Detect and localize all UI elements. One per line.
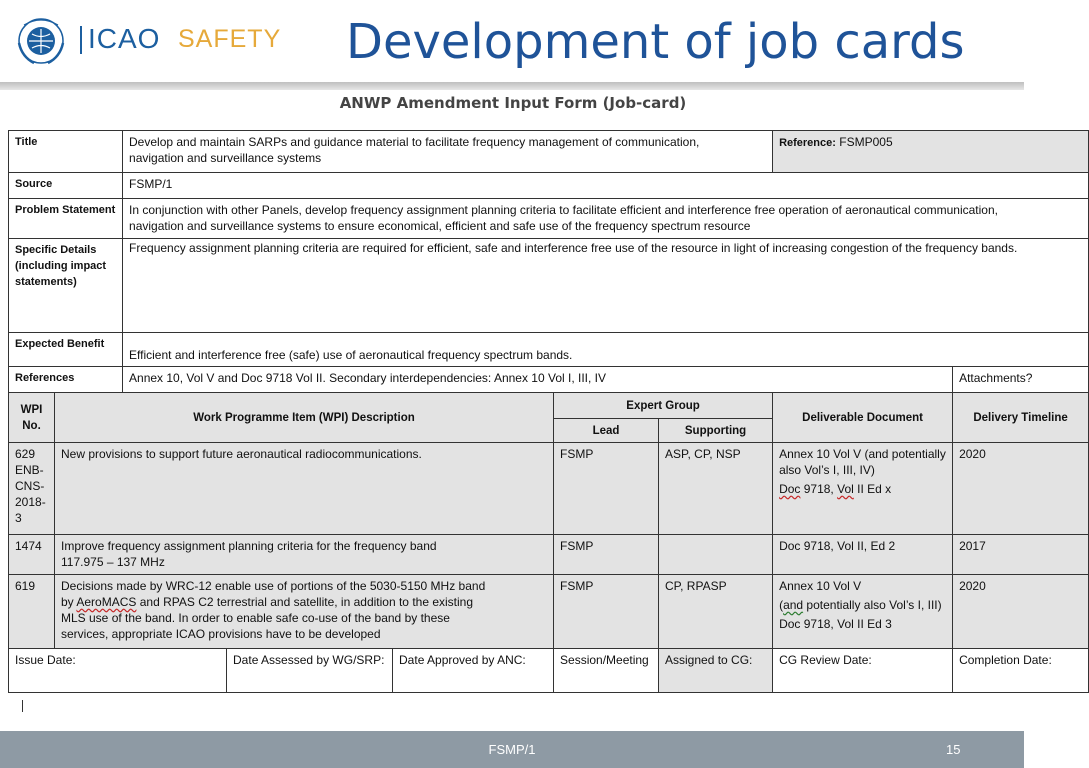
references-row bbox=[9, 367, 1089, 393]
deliverable-part: II Ed x bbox=[853, 482, 892, 496]
table-row bbox=[9, 575, 1089, 649]
wpi-no-header-line: No. bbox=[22, 419, 41, 432]
program-name: SAFETY bbox=[178, 25, 282, 53]
supporting-header: Supporting bbox=[659, 419, 773, 443]
benefit-label: Expected Benefit bbox=[9, 333, 123, 367]
page-title: Development of job cards bbox=[346, 14, 965, 70]
wpi-header-row bbox=[9, 393, 1089, 419]
deliverable-part: ( bbox=[779, 598, 784, 612]
lead-value: FSMP bbox=[554, 535, 659, 575]
reference-label: Reference: bbox=[779, 137, 836, 149]
timeline-header: Delivery Timeline bbox=[953, 393, 1089, 443]
problem-row bbox=[9, 199, 1089, 239]
date-assessed-label: Date Assessed by WG/SRP: bbox=[227, 649, 393, 693]
wpi-description-part: and RPAS C2 terrestrial and satellite, in addition to the existing bbox=[136, 595, 474, 609]
timeline-value: 2017 bbox=[953, 535, 1089, 575]
wpi-description-line: Improve frequency assignment planning criteria for the frequency band bbox=[61, 539, 437, 553]
reference-cell bbox=[773, 131, 1089, 173]
logo-divider bbox=[80, 26, 82, 54]
org-name: ICAO bbox=[88, 23, 161, 54]
source-row bbox=[9, 173, 1089, 199]
deliverable-line bbox=[779, 481, 946, 497]
deliverable-part: 9718, bbox=[800, 482, 838, 496]
wpi-number-line: 2018- bbox=[15, 495, 46, 509]
deliverable-line bbox=[779, 597, 946, 613]
deliverable-part: Vol bbox=[837, 482, 854, 496]
wpi-number: 1474 bbox=[9, 535, 55, 575]
wpi-number-line: 3 bbox=[15, 511, 22, 525]
specific-label-line: (including impact bbox=[15, 260, 107, 272]
benefit-row bbox=[9, 333, 1089, 367]
wpi-description-line: services, appropriate ICAO provisions have to be developed bbox=[61, 627, 381, 641]
specific-label-line: statements) bbox=[15, 276, 77, 288]
deliverable-line: also Vol’s I, III, IV) bbox=[779, 463, 875, 477]
supporting-value: CP, RPASP bbox=[659, 575, 773, 649]
header-divider bbox=[0, 82, 1024, 90]
timeline-value: 2020 bbox=[953, 443, 1089, 535]
issue-date-label: Issue Date: bbox=[9, 649, 227, 693]
specific-details-value: Frequency assignment planning criteria are required for efficient, safe and interference free use of the resource in light of increasing congestion of the frequency bands. bbox=[123, 239, 1089, 333]
timeline-value: 2020 bbox=[953, 575, 1089, 649]
dates-row bbox=[9, 649, 1089, 693]
lead-value: FSMP bbox=[554, 575, 659, 649]
table-row bbox=[9, 443, 1089, 535]
wpi-no-header-line: WPI bbox=[20, 403, 43, 416]
supporting-value: ASP, CP, NSP bbox=[659, 443, 773, 535]
form-heading-text: ANWP Amendment Input Form (Job-card) bbox=[339, 94, 687, 112]
slide-footer bbox=[0, 731, 1024, 768]
wpi-description bbox=[55, 575, 554, 649]
wpi-description: New provisions to support future aeronautical radiocommunications. bbox=[55, 443, 554, 535]
wpi-description-line: Decisions made by WRC-12 enable use of portions of the 5030-5150 MHz band bbox=[61, 579, 486, 593]
session-meeting-label: Session/Meeting bbox=[554, 649, 659, 693]
benefit-value: Efficient and interference free (safe) use of aeronautical frequency spectrum bands. bbox=[123, 333, 1089, 367]
deliverable-part: potentially also Vol’s I, III) bbox=[803, 598, 942, 612]
deliverable-value bbox=[773, 443, 953, 535]
specific-label-line: Specific Details bbox=[15, 244, 97, 256]
form-heading bbox=[0, 94, 1024, 112]
wpi-number bbox=[9, 443, 55, 535]
wpi-description bbox=[55, 535, 554, 575]
cg-review-label: CG Review Date: bbox=[773, 649, 953, 693]
lead-header: Lead bbox=[554, 419, 659, 443]
supporting-value bbox=[659, 535, 773, 575]
title-label: Title bbox=[9, 131, 123, 173]
wpi-number-line: 629 bbox=[15, 447, 36, 461]
source-label: Source bbox=[9, 173, 123, 199]
problem-value bbox=[123, 199, 1089, 239]
deliverable-line: Annex 10 Vol V (and potentially bbox=[779, 447, 946, 461]
title-row bbox=[9, 131, 1089, 173]
wpi-description-part: AeroMACS bbox=[76, 595, 137, 609]
assigned-cg-label: Assigned to CG: bbox=[659, 649, 773, 693]
footer-meeting: FSMP/1 bbox=[488, 742, 536, 757]
problem-value-line: navigation and surveillance systems to ensure economical, efficient and safe use of the frequency spectrum resource bbox=[129, 219, 751, 233]
problem-label: Problem Statement bbox=[9, 199, 123, 239]
source-value: FSMP/1 bbox=[123, 173, 1089, 199]
page-number: 15 bbox=[946, 742, 961, 757]
attachments-label: Attachments? bbox=[953, 367, 1089, 393]
specific-details-row bbox=[9, 239, 1089, 333]
references-label: References bbox=[9, 367, 123, 393]
wpi-description-header: Work Programme Item (WPI) Description bbox=[55, 393, 554, 443]
slide-header bbox=[0, 0, 1024, 82]
icao-emblem-icon bbox=[14, 13, 68, 67]
job-card-table bbox=[8, 130, 1089, 693]
deliverable-part: and bbox=[783, 598, 804, 612]
title-value bbox=[123, 131, 773, 173]
wpi-description-part: by bbox=[61, 595, 77, 609]
wpi-number: 619 bbox=[9, 575, 55, 649]
title-value-line: Develop and maintain SARPs and guidance material to facilitate frequency management of communication, bbox=[129, 135, 700, 149]
wpi-description-line: 117.975 – 137 MHz bbox=[61, 555, 165, 569]
deliverable-line: Annex 10 Vol V bbox=[779, 579, 862, 593]
deliverable-line: Doc 9718, Vol II Ed 3 bbox=[779, 617, 892, 631]
wpi-number-line: CNS- bbox=[15, 479, 45, 493]
problem-value-line: In conjunction with other Panels, develop frequency assignment planning criteria to facilitate efficient and interference free operation of aeronautical communication, bbox=[129, 203, 998, 217]
date-approved-label: Date Approved by ANC: bbox=[393, 649, 554, 693]
deliverable-value bbox=[773, 575, 953, 649]
wpi-number-line: ENB- bbox=[15, 463, 44, 477]
completion-date-label: Completion Date: bbox=[953, 649, 1089, 693]
reference-value: FSMP005 bbox=[839, 135, 893, 149]
references-value: Annex 10, Vol V and Doc 9718 Vol II. Secondary interdependencies: Annex 10 Vol I, III, IV bbox=[123, 367, 953, 393]
deliverable-part: Doc bbox=[779, 482, 801, 496]
wpi-description-line: MLS use of the band. In order to enable safe co-use of the band by these bbox=[61, 611, 450, 625]
wpi-no-header bbox=[9, 393, 55, 443]
expert-group-header: Expert Group bbox=[554, 393, 773, 419]
text-cursor bbox=[22, 700, 23, 712]
specific-details-label bbox=[9, 239, 123, 333]
title-value-line: navigation and surveillance systems bbox=[129, 151, 322, 165]
lead-value: FSMP bbox=[554, 443, 659, 535]
wpi-description-line bbox=[61, 594, 547, 610]
table-row bbox=[9, 535, 1089, 575]
deliverable-header: Deliverable Document bbox=[773, 393, 953, 443]
deliverable-value: Doc 9718, Vol II, Ed 2 bbox=[773, 535, 953, 575]
